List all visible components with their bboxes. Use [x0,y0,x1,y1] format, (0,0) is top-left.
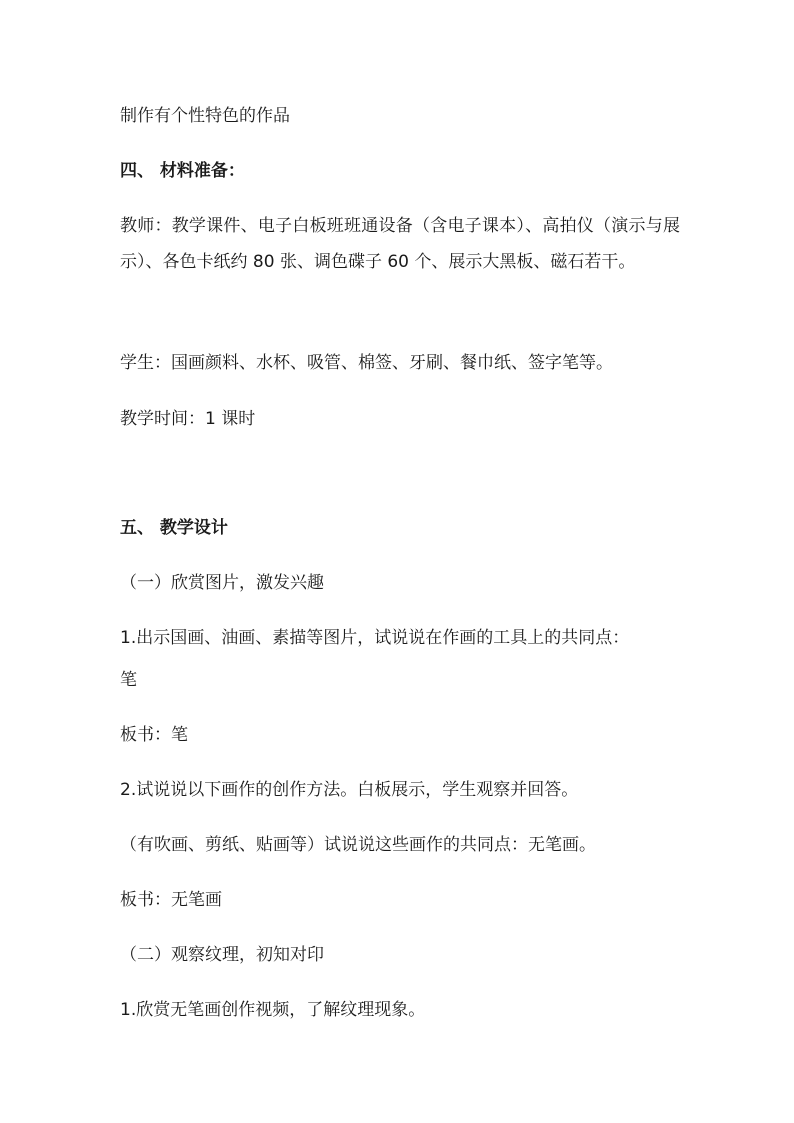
student-materials-line: 学生：国画颜料、水杯、吸管、棉签、牙刷、餐巾纸、签字笔等。 [120,353,613,373]
text-line: 制作有个性特色的作品 [120,106,290,126]
teaching-time-line: 教学时间：1 课时 [120,409,256,429]
subsection-heading-2: （二）观察纹理，初知对印 [120,945,324,965]
list-item-1-line2: 笔 [120,670,137,690]
list-item-2: 2.试说说以下画作的创作方法。白板展示，学生观察并回答。 [120,780,579,800]
subsection-heading-1: （一）欣赏图片，激发兴趣 [120,573,324,593]
subsection-2-item-1: 1.欣赏无笔画创作视频，了解纹理现象。 [120,1000,426,1020]
board-note-1: 板书：笔 [120,725,188,745]
list-item-1-line1: 1.出示国画、油画、素描等图片，试说说在作画的工具上的共同点： [120,628,630,648]
list-item-2-note: （有吹画、剪纸、贴画等）试说说这些画作的共同点：无笔画。 [120,835,596,855]
section-heading-materials: 四、 材料准备： [120,161,245,181]
board-note-2: 板书：无笔画 [120,890,222,910]
teacher-materials-paragraph: 教师：教学课件、电子白板班班通设备（含电子课本）、高拍仪（演示与展示）、各色卡纸约 80 张、调色碟子 60 个、展示大黑板、磁石若干。 [120,216,680,272]
section-heading-design: 五、 教学设计 [120,518,228,538]
